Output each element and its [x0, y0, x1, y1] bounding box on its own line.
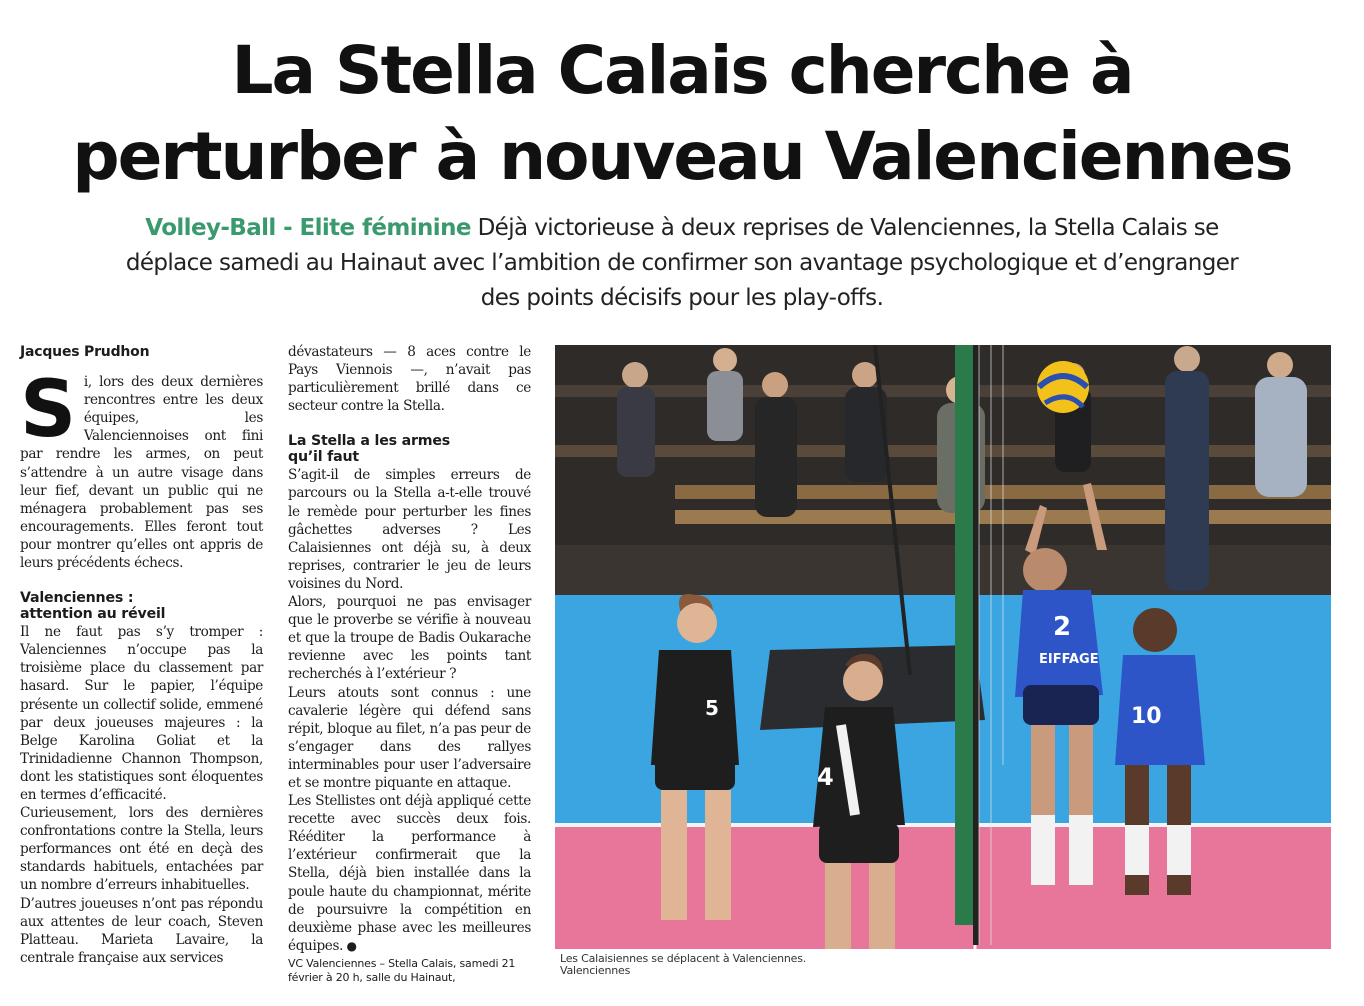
- dropcap: S: [20, 365, 76, 456]
- paragraph: D’autres joueuses n’ont pas répondu aux attentes de leur coach, Steven Platteau. Marieta Lavaire, la centrale française aux services: [20, 895, 263, 966]
- paragraph: Il ne faut pas s’y tromper : Valenciennes n’occupe pas la troisième place du classement par hasard. Sur le papier, l’équipe présente un collectif solide, emmené par deux joueuses majeures : la Belge Karolina Goliat et la Trinidadienne Channon Thompson, dont les statistiques sont éloquentes en termes d’efficacité.: [20, 624, 263, 803]
- subhead-line: attention au réveil: [20, 606, 166, 623]
- lead-paragraph: [20, 365, 263, 572]
- jersey-number: 2: [1053, 612, 1072, 642]
- paragraph: Leurs atouts sont connus : une cavalerie légère qui défend sans répit, bloque au filet, n’a pas peur de s’engager dans des rallyes interminables pour user l’adversaire et se montre piquante en attaque.: [288, 684, 531, 791]
- bench-row: [555, 385, 1331, 397]
- subhead-line: Valenciennes :: [20, 590, 134, 607]
- paragraph-text: i, lors des deux dernières rencontres entre les deux équipes, les Valenciennoises ont fini par rendre les armes, on peut s’attendre à un autre visage dans leur fief, devant un public qui ne ménagera probablement pas ses encouragements. Elles feront tout pour montrer qu’elles ont appris de leurs précédents échecs.: [20, 374, 263, 572]
- paragraph-text: Les Stellistes ont déjà appliqué cette recette avec succès deux fois. Rééditer la performance à l’extérieur confirmerait que la Stella, déjà bien installée dans la poule haute du championnat, mérite de poursuivre la compétition en deuxième phase avec les meilleures équipes.: [288, 793, 531, 954]
- paragraph: [288, 792, 531, 955]
- paragraph: S’agit-il de simples erreurs de parcours ou la Stella a-t-elle trouvé le remède pour perturber les fines gâchettes adverses ? Les Calaisiennes ont déjà su, à deux reprises, contrarier le jeu de leurs voisines du Nord.: [288, 467, 531, 592]
- subhead-line: qu’il faut: [288, 449, 359, 466]
- photo-caption: [560, 953, 1320, 977]
- article-column-2: [288, 343, 531, 985]
- photo-credit: Valenciennes: [560, 964, 631, 977]
- match-photo: [555, 345, 1331, 949]
- jersey-number: 10: [1131, 704, 1162, 729]
- headline-line-1: La Stella Calais cherche à: [231, 32, 1133, 109]
- caption-text: Les Calaisiennes se déplacent à Valenciennes.: [560, 952, 807, 965]
- standfirst: [120, 211, 1244, 316]
- match-info: VC Valenciennes – Stella Calais, samedi 21 février à 20 h, salle du Hainaut,: [288, 956, 516, 984]
- paragraph: Curieusement, lors des dernières confrontations contre la Stella, leurs performances ont été en deçà des standards habituels, entachées par un nombre d’erreurs inhabituelles.: [20, 805, 263, 894]
- subhead-stella: [288, 433, 531, 465]
- rubric: Volley-Ball - Elite féminine: [145, 215, 471, 241]
- photo-illustration: [555, 345, 1331, 949]
- article-column-1: [20, 343, 263, 967]
- paragraph: Alors, pourquoi ne pas envisager que le proverbe se vérifie à nouveau et que la troupe de Badis Oukarache revienne avec les points tant recherchés à l’extérieur ?: [288, 594, 531, 683]
- subhead-valenciennes: [20, 590, 263, 622]
- standfirst-text: Déjà victorieuse à deux reprises de Valenciennes, la Stella Calais se déplace samedi au Hainaut avec l’ambition de confirmer son avantage psychologique et d’engranger des points décisifs pour les play-offs.: [125, 215, 1239, 311]
- end-mark: ●: [343, 938, 357, 953]
- jersey-number: 5: [705, 696, 719, 720]
- jersey-number: 4: [817, 763, 834, 791]
- headline-line-2: perturber à nouveau Valenciennes: [72, 118, 1292, 195]
- jersey-sponsor: EIFFAGE: [1039, 652, 1099, 667]
- subhead-line: La Stella a les armes: [288, 433, 451, 450]
- paragraph: dévastateurs — 8 aces contre le Pays Viennois —, n’avait pas particulièrement brillé dans ce secteur contre la Stella.: [288, 344, 531, 415]
- stands-floor: [555, 545, 1331, 595]
- net-post: [955, 345, 973, 925]
- headline: [20, 28, 1344, 200]
- net-post-edge: [973, 345, 979, 945]
- byline: Jacques Prudhon: [20, 344, 150, 360]
